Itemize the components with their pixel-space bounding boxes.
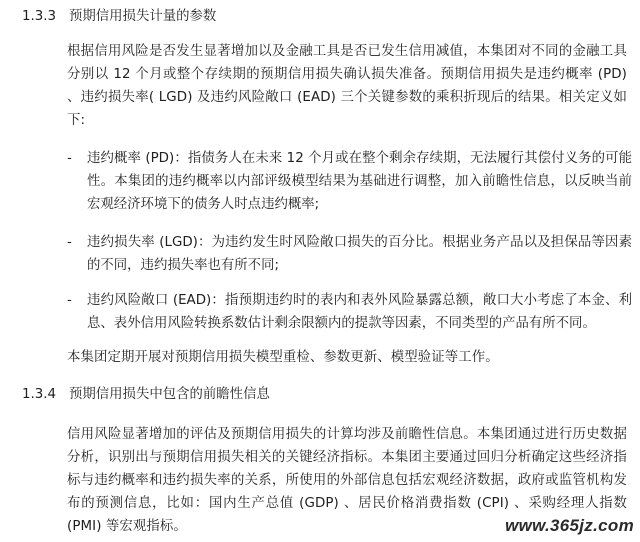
section-heading-1-3-4 — [22, 385, 270, 405]
bullet-dash: - — [67, 293, 72, 308]
bullet-text: 违约损失率 (LGD)：为违约发生时风险敞口损失的百分比。根据业务产品以及担保品等因素的不同，违约损失率也有所不同; — [87, 235, 632, 273]
section-number: 1.3.3 — [22, 9, 57, 24]
section-number: 1.3.4 — [22, 387, 57, 402]
section-heading-1-3-3 — [22, 7, 216, 27]
bullet-text: 违约风险敞口 (EAD)：指预期违约时的表内和表外风险暴露总额，敞口大小考虑了本金、利息、表外信用风险转换系数估计剩余限额内的提款等因素，不同类型的产品有所不同。 — [87, 293, 632, 331]
section-title: 预期信用损失计量的参数 — [69, 9, 217, 24]
closing-paragraph: 本集团定期开展对预期信用损失模型重检、参数更新、模型验证等工作。 — [67, 350, 499, 365]
bullet-dash: - — [67, 151, 72, 166]
bullet-text: 违约概率 (PD)：指债务人在未来 12 个月或在整个剩余存续期，无法履行其偿付义务的可能性。本集团的违约概率以内部评级模型结果为基础进行调整，加入前瞻性信息，以反映当前宏观经济环境下的债务人时点违约概率; — [87, 151, 632, 212]
watermark: www.365jz.com — [505, 516, 634, 535]
intro-paragraph: 根据信用风险是否发生显著增加以及金融工具是否已发生信用减值，本集团对不同的金融工具分别以 12 个月或整个存续期的预期信用损失确认损失准备。预期信用损失是违约概率 (PD) 、违约损失率( LGD) 及违约风险敞口 (EAD) 三个关键参数的乘积折现后的结果。相关定义如下: — [67, 44, 627, 128]
section-title: 预期信用损失中包含的前瞻性信息 — [69, 387, 270, 402]
bullet-dash: - — [67, 235, 72, 250]
forward-looking-paragraph: 信用风险显著增加的评估及预期信用损失的计算均涉及前瞻性信息。本集团通过进行历史数据分析，识别出与预期信用损失相关的关键经济指标。本集团主要通过回归分析确定这些经济指标与违约概率和违约损失率的关系，所使用的外部信息包括宏观经济数据，政府或监管机构发布的预测信息，比如：国内生产总值 (GDP) 、居民价格消费指数 (CPI) 、采购经理人指数 (PMI) 等宏观指标。 — [67, 427, 627, 534]
